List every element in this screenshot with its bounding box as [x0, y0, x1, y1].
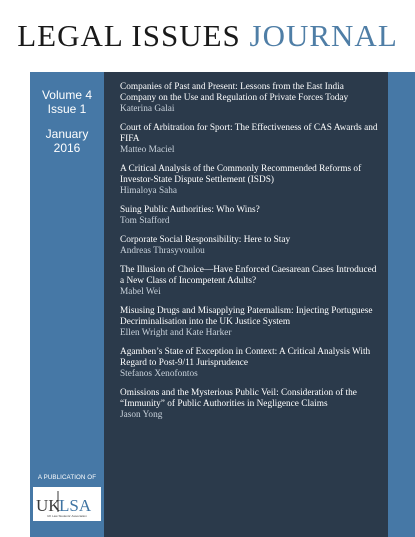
article-item: [120, 82, 382, 115]
issue-sidebar: [30, 72, 104, 537]
issue-year: 2016: [53, 141, 81, 155]
logo-uk-text: UK: [36, 496, 61, 515]
article-title: Suing Public Authorities: Who Wins?: [120, 205, 260, 215]
cover-header: [0, 0, 415, 72]
article-item: [120, 388, 382, 421]
journal-title-legal-issues: LEGAL ISSUES: [17, 18, 250, 53]
article-item: [120, 205, 382, 227]
article-author: Stefanos Xenofontos: [120, 369, 198, 379]
publisher-block: [30, 470, 104, 537]
volume-issue: [30, 88, 104, 116]
article-author: Andreas Thrasyvoulou: [120, 246, 205, 256]
issue-date: [30, 127, 104, 155]
article-title: Misusing Drugs and Misapplying Paternalism: Injecting Portuguese Decriminalisation into the UK Justice System: [120, 306, 373, 327]
article-list: [120, 82, 382, 429]
journal-title-journal: JOURNAL: [249, 18, 398, 53]
article-author: Matteo Maciel: [120, 145, 175, 155]
article-author: Tom Stafford: [120, 216, 170, 226]
issue-label: Issue 1: [47, 102, 87, 116]
logo-lsa-text: LSA: [59, 496, 92, 515]
volume-label: Volume 4: [41, 88, 93, 102]
journal-title: [0, 18, 415, 54]
article-author: Himaloya Saha: [120, 186, 178, 196]
article-item: [120, 123, 382, 156]
publisher-logo: [33, 487, 101, 521]
article-title: Corporate Social Responsibility: Here to Stay: [120, 235, 291, 245]
right-accent-strip: [388, 72, 415, 537]
article-title: Omissions and the Mysterious Public Veil: Consideration of the “Immunity” of Public Authorities in Negligence Claims: [120, 388, 357, 409]
article-item: [120, 164, 382, 197]
contents-panel: [104, 72, 388, 537]
article-author: Katerina Galai: [120, 104, 175, 114]
article-item: [120, 235, 382, 257]
article-title: Court of Arbitration for Sport: The Effectiveness of CAS Awards and FIFA: [120, 123, 378, 144]
article-title: Companies of Past and Present: Lessons from the East India Company on the Use and Regulation of Private Forces Today: [120, 82, 349, 103]
publisher-label: A PUBLICATION OF: [37, 474, 97, 481]
article-title: The Illusion of Choice—Have Enforced Caesarean Cases Introduced a New Class of Incompetent Adults?: [120, 265, 377, 286]
article-item: [120, 265, 382, 298]
article-author: Mabel Wei: [120, 287, 161, 297]
article-item: [120, 306, 382, 339]
article-author: Jason Yong: [120, 410, 163, 420]
article-title: A Critical Analysis of the Commonly Recommended Reforms of Investor-State Dispute Settlement (ISDS): [120, 164, 362, 185]
logo-subtitle: UK Law Students' Association: [47, 514, 87, 518]
article-title: Agamben’s State of Exception in Context: A Critical Analysis With Regard to Post-9/11 Jurisprudence: [120, 347, 371, 368]
article-item: [120, 347, 382, 380]
issue-month: January: [45, 127, 89, 141]
article-author: Ellen Wright and Kate Harker: [120, 328, 232, 338]
